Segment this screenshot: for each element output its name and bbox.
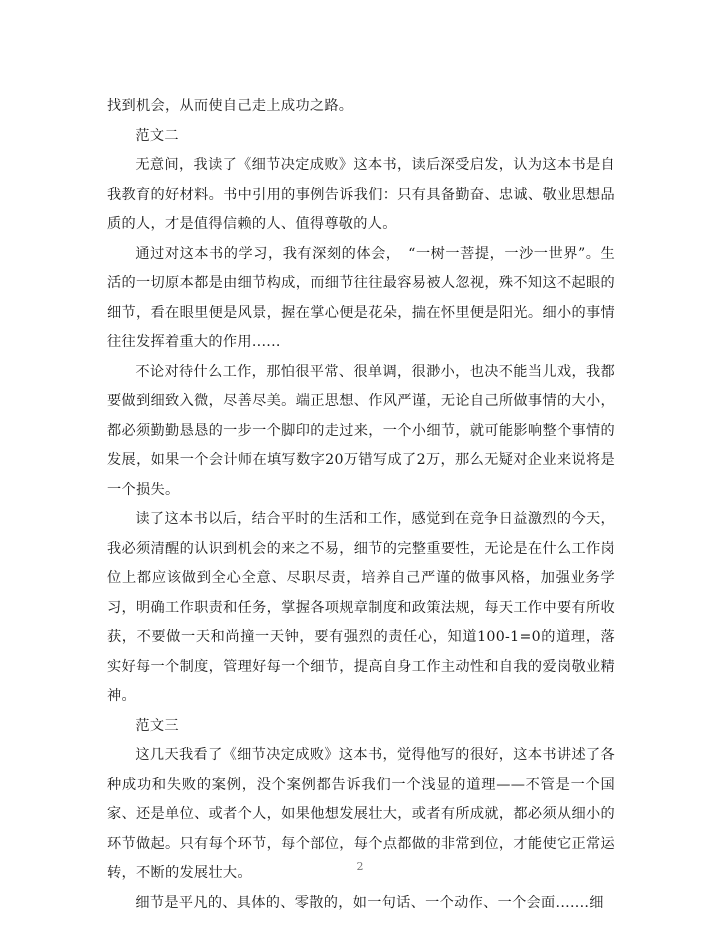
paragraph: 无意间，我读了《细节决定成败》这本书，读后深受启发，认为这本书是自我教育的好材料。书中引用的事例告诉我们：只有具备勤奋、忠诚、敬业思想品质的人，才是值得信赖的人、值得尊敬的人。 <box>107 157 615 232</box>
paragraph-continuation: 找到机会，从而使自己走上成功之路。 <box>107 98 354 114</box>
section-heading-3: 范文三 <box>135 717 179 734</box>
paragraph: 通过对这本书的学习，我有深刻的体会， “一树一菩提，一沙一世界”。生活的一切原本都是由细节构成，而细节往往最容易被人忽视，殊不知这不起眼的细节，看在眼里便是风景，握在掌心便是花朵，揣在怀里便是阳光。细小的事情往往发挥着重大的作用...... <box>107 245 615 350</box>
paragraph: 这几天我看了《细节决定成败》这本书，觉得他写的很好，这本书讲述了各种成功和失败的案例，没个案例都告诉我们一个浅显的道理——不管是一个国家、还是单位、或者个人，如果他想发展壮大，或者有所成就，都必须从细小的环节做起。只有每个环节，每个部位，每个点都做的非常到位，才能使它正常运转，不断的发展壮大。 <box>107 747 615 881</box>
body-text <box>107 92 615 918</box>
paragraph: 不论对待什么工作，那怕很平常、很单调，很渺小，也决不能当儿戏，我都要做到细致入微，尽善尽美。端正思想、作风严谨，无论自己所做事情的大小，都必须勤勤恳恳的一步一个脚印的走过来，一个小细节，就可能影响整个事情的发展，如果一个会计师在填写数字20万错写成了2万，那么无疑对企业来说将是一个损失。 <box>107 363 615 498</box>
paragraph: 细节是平凡的、具体的、零散的，如一句话、一个动作、一个会面.......细 <box>135 894 604 911</box>
page-number: 2 <box>356 860 364 873</box>
paragraph: 读了这本书以后，结合平时的生活和工作，感觉到在竞争日益激烈的今天，我必须清醒的认识到机会的来之不易，细节的完整重要性，无论是在什么工作岗位上都应该做到全心全意、尽职尽责，培养自己严谨的做事风格，加强业务学习，明确工作职责和任务，掌握各项规章制度和政策法规，每天工作中要有所收获，不要做一天和尚撞一天钟，要有强烈的责任心，知道100-1=0的道理，落实好每一个制度，管理好每一个细节，提高自身工作主动性和自我的爱岗敬业精神。 <box>107 511 615 704</box>
section-heading-2: 范文二 <box>135 127 179 144</box>
